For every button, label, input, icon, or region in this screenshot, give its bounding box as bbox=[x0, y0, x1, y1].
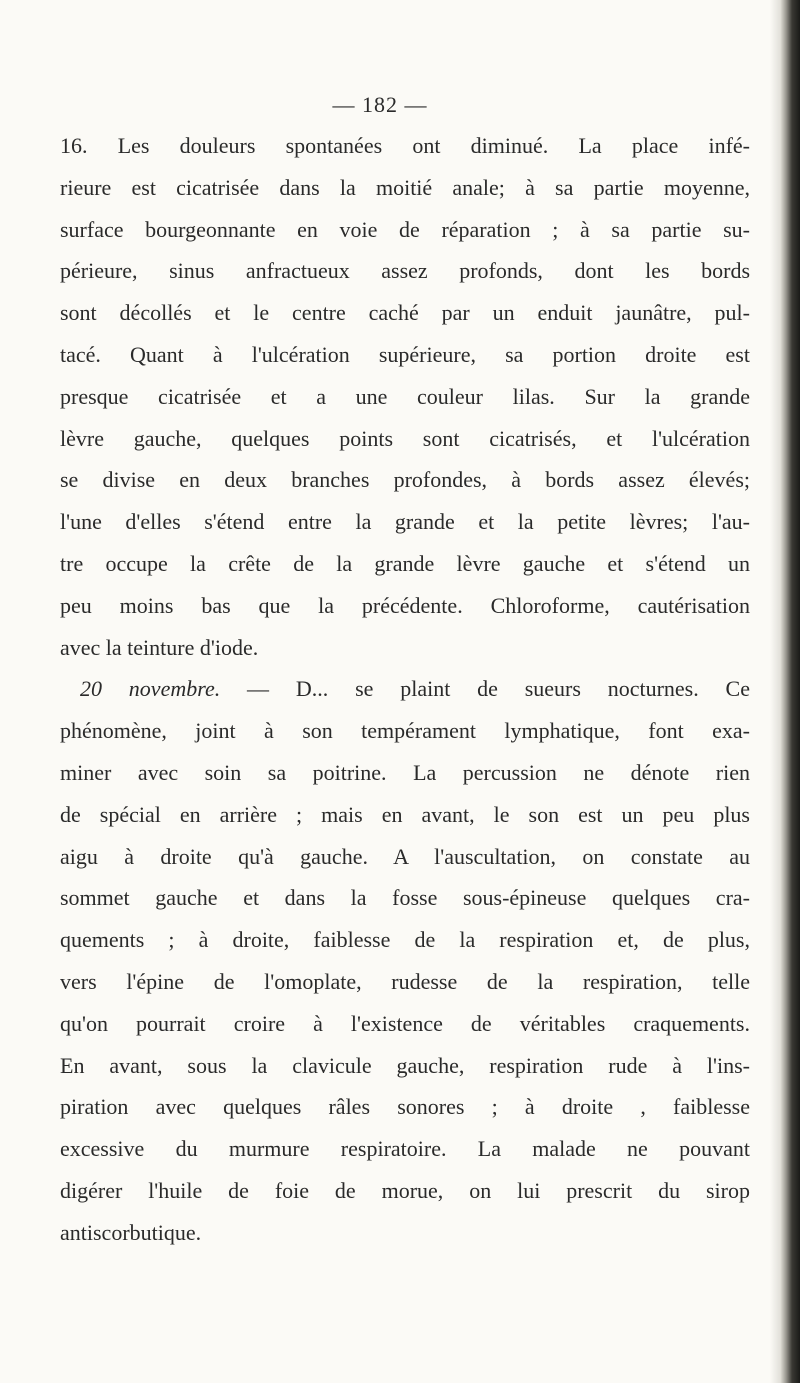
paragraph-2-line: de spécial en arrière ; mais en avant, le son est un peu plus bbox=[60, 801, 750, 827]
paragraph-2-first-line-text: — D... se plaint de sueurs nocturnes. Ce bbox=[220, 676, 750, 702]
paragraph-2-first-line bbox=[60, 668, 750, 710]
body-text bbox=[60, 125, 750, 1254]
paragraph-2-line: quements ; à droite, faiblesse de la respiration et, de plus, bbox=[60, 927, 750, 953]
paragraph-1-line: tacé. Quant à l'ulcération supérieure, sa portion droite est bbox=[60, 341, 750, 367]
paragraph-1-line: sont décollés et le centre caché par un enduit jaunâtre, pul- bbox=[60, 300, 750, 326]
paragraph-2-line: sommet gauche et dans la fosse sous-épineuse quelques cra- bbox=[60, 885, 750, 911]
paragraph-1-line: 16. Les douleurs spontanées ont diminué. La place infé- bbox=[60, 133, 750, 158]
paragraph-2-line: antiscorbutique. bbox=[60, 1219, 202, 1245]
paragraph-2-line: excessive du murmure respiratoire. La malade ne pouvant bbox=[60, 1136, 750, 1162]
paragraph-1-line: peu moins bas que la précédente. Chloroforme, cautérisation bbox=[60, 592, 750, 618]
paragraph-2-line: En avant, sous la clavicule gauche, respiration rude à l'ins- bbox=[60, 1052, 750, 1078]
paragraph-1-line: l'une d'elles s'étend entre la grande et la petite lèvres; l'au- bbox=[60, 509, 750, 535]
paragraph-1-line: surface bourgeonnante en voie de réparation ; à sa partie su- bbox=[60, 216, 750, 242]
paragraph-1-line: presque cicatrisée et a une couleur lilas. Sur la grande bbox=[60, 383, 750, 409]
paragraph-2-line: miner avec soin sa poitrine. La percussion ne dénote rien bbox=[60, 759, 750, 785]
entry-date: 20 novembre. bbox=[80, 676, 221, 702]
paragraph-2-line: phénomène, joint à son tempérament lymphatique, font exa- bbox=[60, 718, 750, 744]
page-number: — 182 — bbox=[332, 92, 428, 117]
paragraph-2-line: piration avec quelques râles sonores ; à droite , faiblesse bbox=[60, 1094, 750, 1120]
paragraph-1-line: rieure est cicatrisée dans la moitié anale; à sa partie moyenne, bbox=[60, 174, 750, 200]
paragraph-1-line: avec la teinture d'iode. bbox=[60, 634, 259, 660]
paragraph-2-line: aigu à droite qu'à gauche. A l'auscultation, on constate au bbox=[60, 843, 750, 869]
paragraph-1-line: périeure, sinus anfractueux assez profonds, dont les bords bbox=[60, 258, 750, 284]
paragraph-2-line: qu'on pourrait croire à l'existence de véritables craquements. bbox=[60, 1010, 750, 1036]
paragraph-1-line: se divise en deux branches profondes, à bords assez élevés; bbox=[60, 467, 750, 493]
page-edge-shadow bbox=[780, 0, 800, 1383]
paragraph-2-line: vers l'épine de l'omoplate, rudesse de la respiration, telle bbox=[60, 968, 750, 994]
paragraph-1-line: tre occupe la crête de la grande lèvre gauche et s'étend un bbox=[60, 550, 750, 576]
page-gutter-shade bbox=[770, 0, 780, 1383]
paragraph-2-line: digérer l'huile de foie de morue, on lui prescrit du sirop bbox=[60, 1177, 750, 1203]
paragraph-1-line: lèvre gauche, quelques points sont cicatrisés, et l'ulcération bbox=[60, 425, 750, 451]
